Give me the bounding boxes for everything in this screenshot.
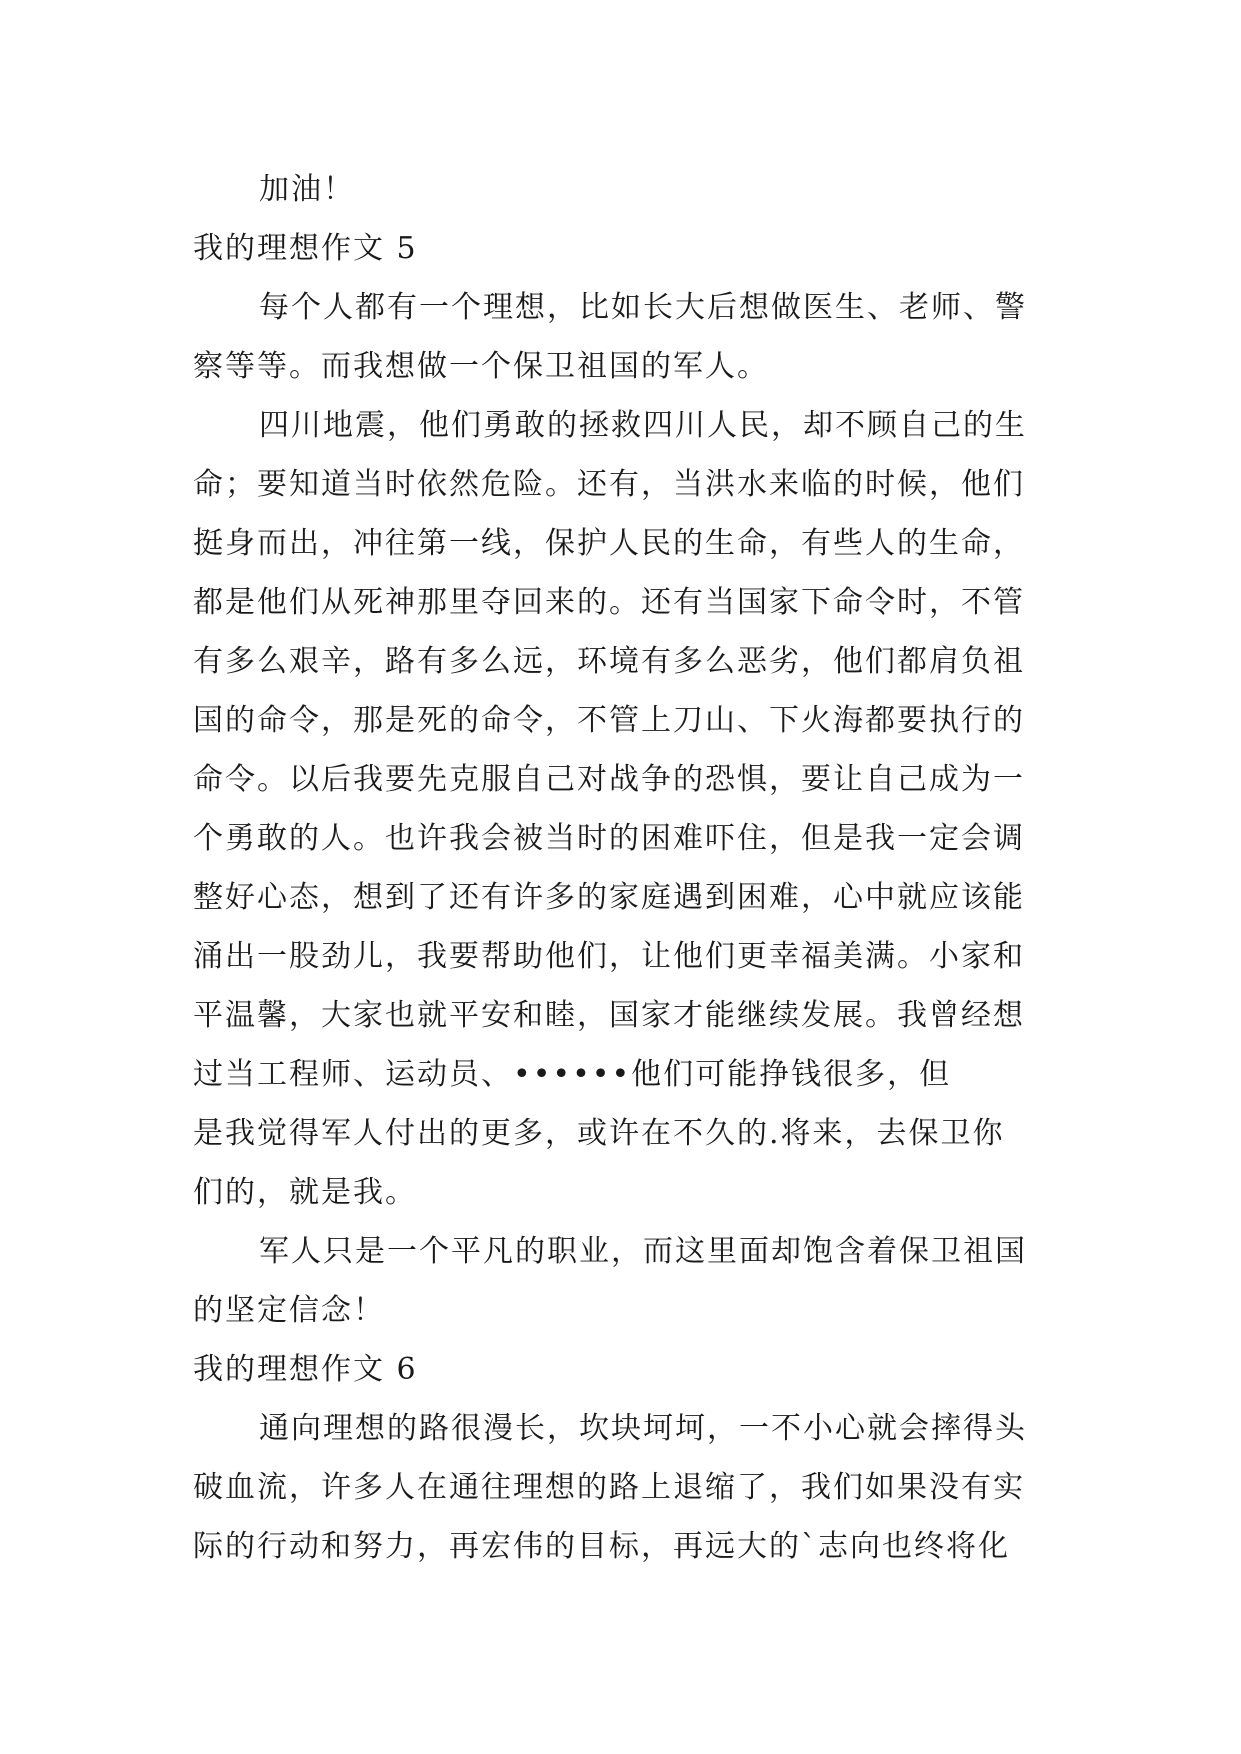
text-line: 破血流，许多人在通往理想的路上退缩了，我们如果没有实 — [193, 1470, 1025, 1505]
section-heading: 我的理想作文 6 — [193, 1352, 418, 1387]
document-page — [193, 160, 1053, 1576]
text-line: 平温馨，大家也就平安和睦，国家才能继续发展。我曾经想 — [193, 998, 1025, 1033]
section-heading: 我的理想作文 5 — [193, 231, 418, 266]
text-line: 通向理想的路很漫长，坎块坷坷，一不小心就会摔得头 — [259, 1411, 1027, 1446]
text-line: 察等等。而我想做一个保卫祖国的军人。 — [193, 349, 769, 384]
text-line: 命令。以后我要先克服自己对战争的恐惧，要让自己成为一 — [193, 762, 1025, 797]
text-line: 际的行动和努力，再宏伟的目标，再远大的`志向也终将化 — [193, 1529, 1010, 1564]
text-line: 整好心态，想到了还有许多的家庭遇到困难，心中就应该能 — [193, 880, 1025, 915]
text-line: 是我觉得军人付出的更多，或许在不久的.将来，去保卫你 — [193, 1116, 1005, 1151]
text-line: 过当工程师、运动员、••••••他们可能挣钱很多，但 — [193, 1057, 952, 1092]
text-line: 都是他们从死神那里夺回来的。还有当国家下命令时，不管 — [193, 585, 1025, 620]
text-line: 涌出一股劲儿，我要帮助他们，让他们更幸福美满。小家和 — [193, 939, 1025, 974]
text-line: 国的命令，那是死的命令，不管上刀山、下火海都要执行的 — [193, 703, 1025, 738]
text-line: 四川地震，他们勇敢的拯救四川人民，却不顾自己的生 — [259, 408, 1027, 443]
text-line: 军人只是一个平凡的职业，而这里面却饱含着保卫祖国 — [259, 1234, 1027, 1269]
text-line: 加油！ — [259, 172, 355, 207]
text-line: 有多么艰辛，路有多么远，环境有多么恶劣，他们都肩负祖 — [193, 644, 1025, 679]
text-line: 的坚定信念！ — [193, 1293, 385, 1328]
text-line: 命；要知道当时依然危险。还有，当洪水来临的时候，他们 — [193, 467, 1025, 502]
text-line: 个勇敢的人。也许我会被当时的困难吓住，但是我一定会调 — [193, 821, 1025, 856]
text-line: 挺身而出，冲往第一线，保护人民的生命，有些人的生命， — [193, 526, 1025, 561]
text-line: 们的，就是我。 — [193, 1175, 417, 1210]
text-line: 每个人都有一个理想，比如长大后想做医生、老师、警 — [259, 290, 1027, 325]
